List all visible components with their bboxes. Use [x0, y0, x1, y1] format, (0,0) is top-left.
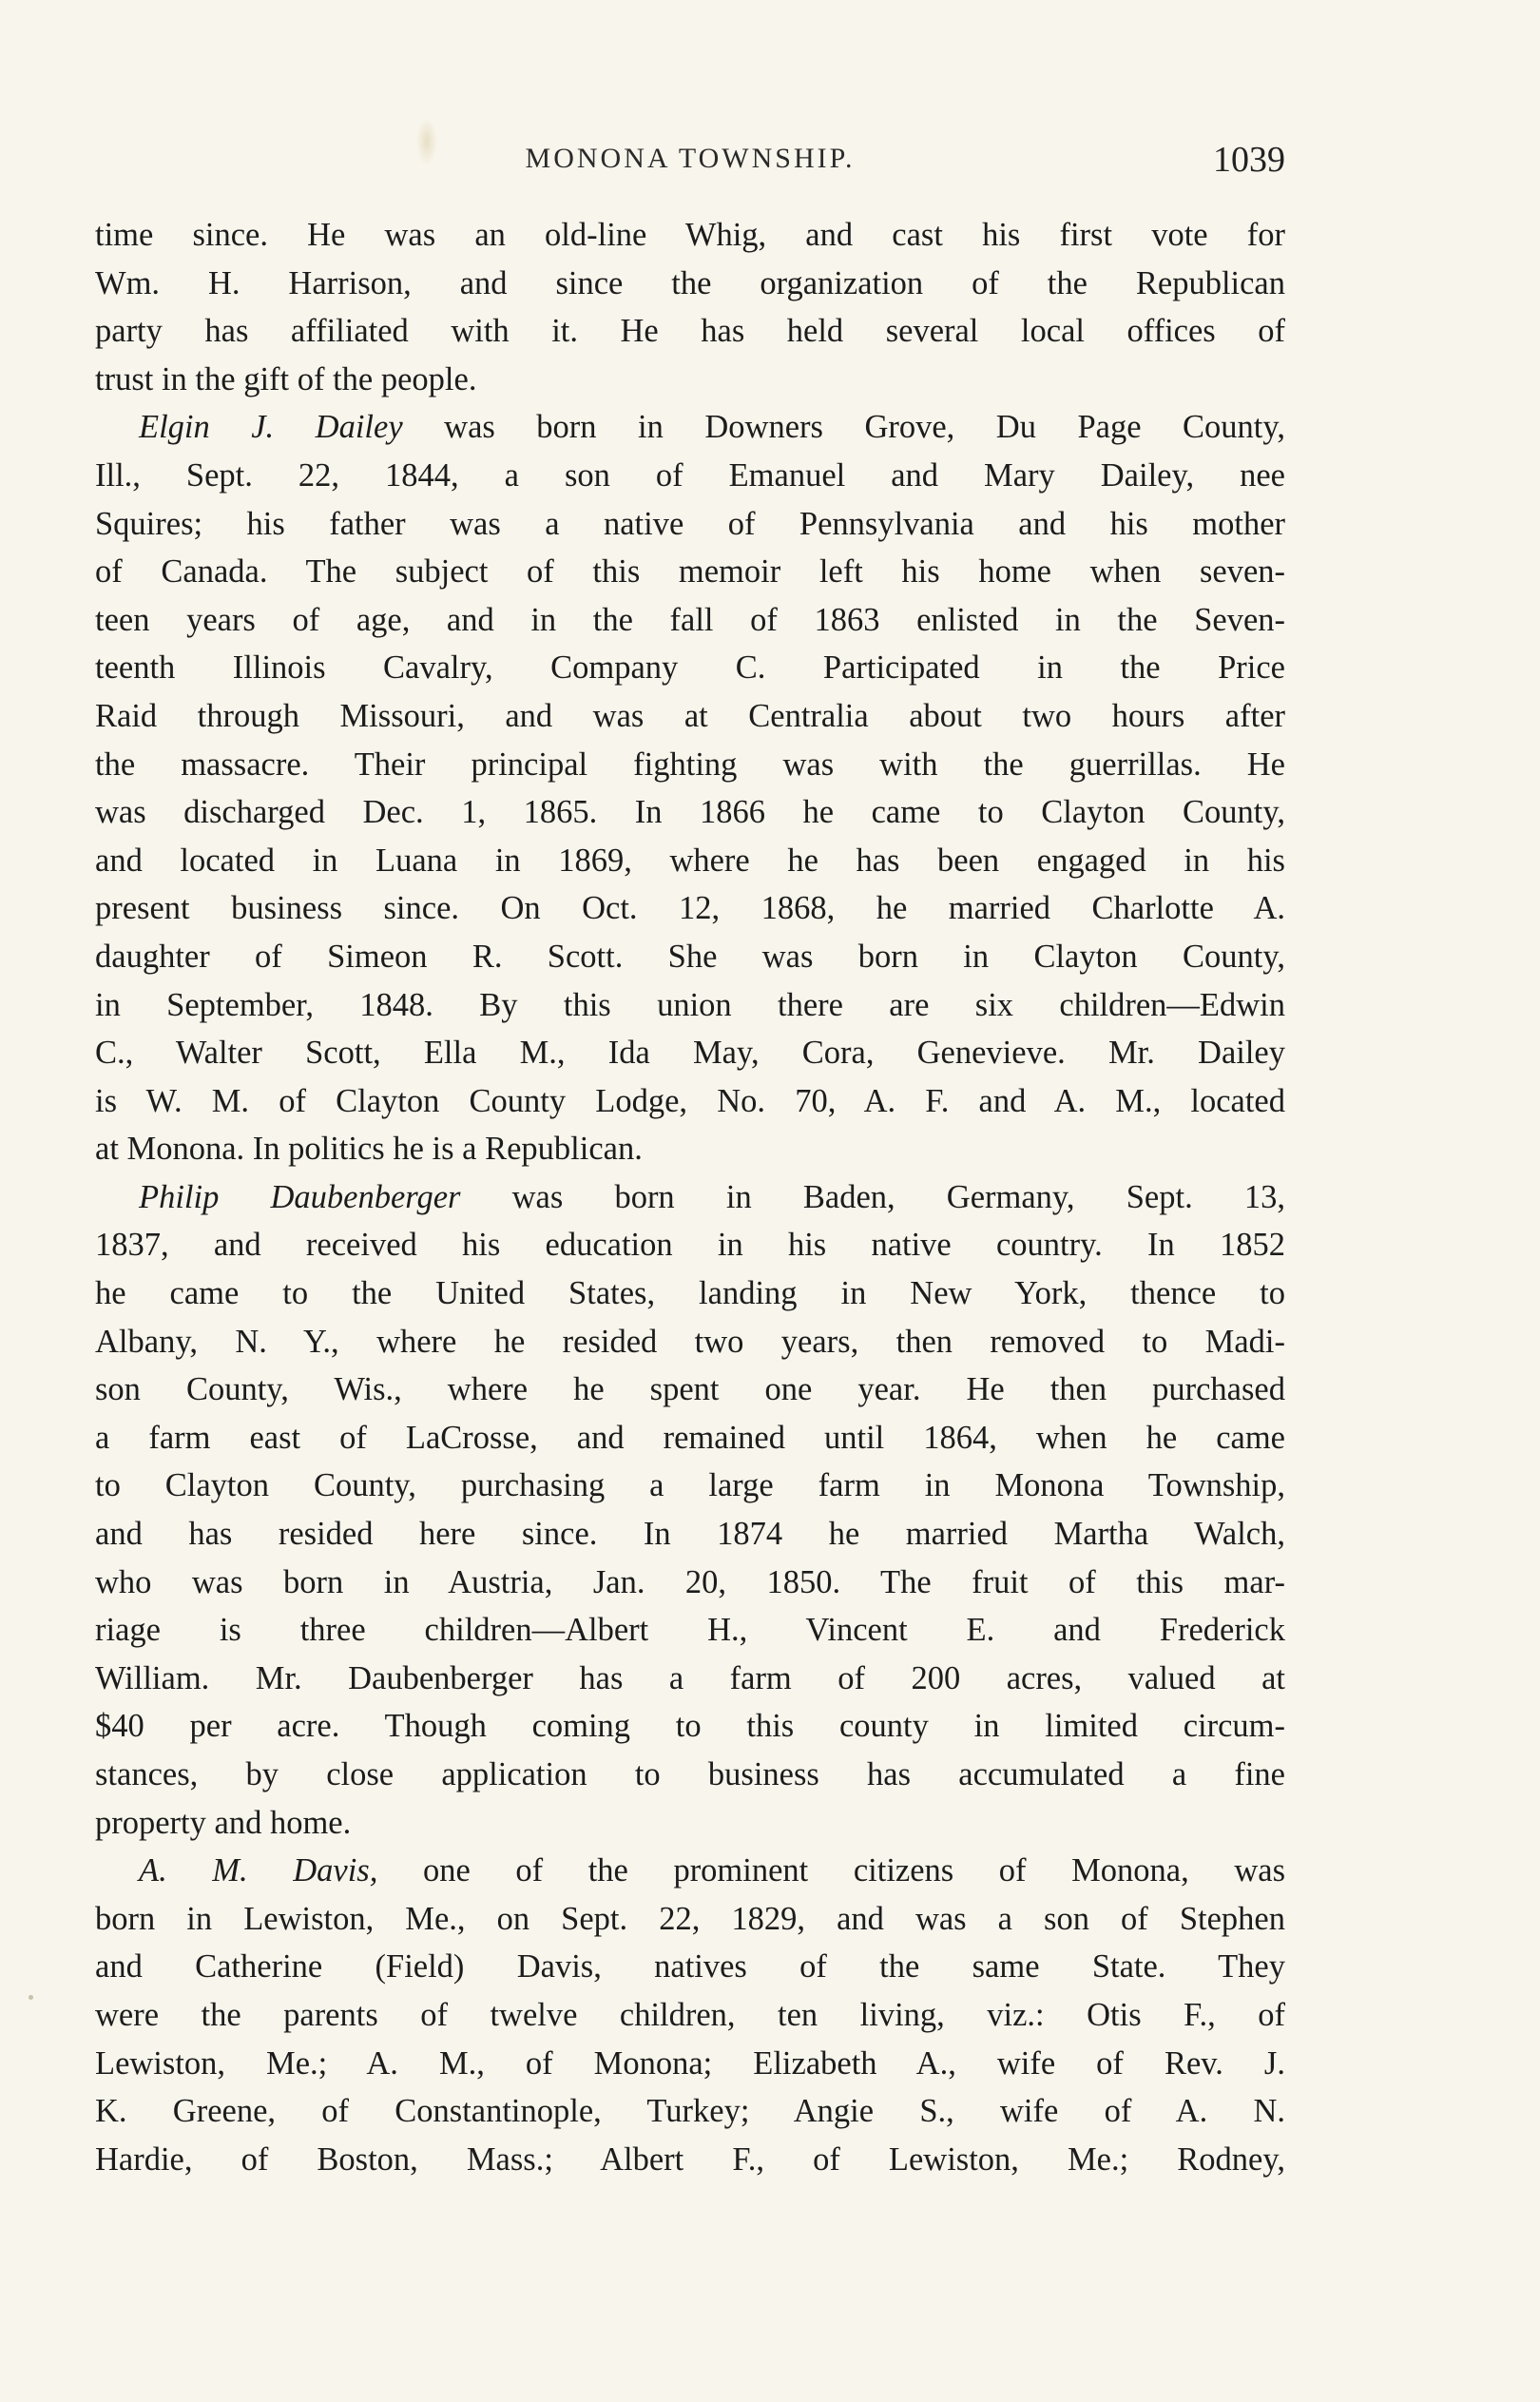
line-text: Squires; his father was a native of Pennsylvania and his mother — [95, 505, 1285, 542]
text-line — [95, 1221, 1285, 1269]
text-line — [95, 837, 1285, 885]
text-line — [95, 1751, 1285, 1799]
line-text: present business since. On Oct. 12, 1868, he married Charlotte A. — [95, 890, 1285, 927]
person-name: Elgin J. Dailey — [139, 409, 403, 446]
body-text — [95, 211, 1285, 2183]
text-line — [95, 1462, 1285, 1510]
text-line — [95, 1269, 1285, 1318]
text-line — [95, 2040, 1285, 2088]
line-text: $40 per acre. Though coming to this county in limited circum- — [95, 1708, 1285, 1745]
line-text: property and home. — [95, 1804, 352, 1841]
text-line — [95, 1655, 1285, 1703]
text-line — [95, 211, 1285, 260]
line-text: trust in the gift of the people. — [95, 360, 477, 397]
line-text: Albany, N. Y., where he resided two years, then removed to Madi- — [95, 1323, 1285, 1360]
line-text: daughter of Simeon R. Scott. She was born in Clayton County, — [95, 938, 1285, 975]
text-line — [95, 356, 1285, 404]
line-text: William. Mr. Daubenberger has a farm of 200 acres, valued at — [95, 1659, 1285, 1696]
line-text: and has resided here since. In 1874 he married Martha Walch, — [95, 1516, 1285, 1553]
line-text: Wm. H. Harrison, and since the organization of the Republican — [95, 264, 1285, 301]
line-text: and located in Luana in 1869, where he has been engaged in his — [95, 842, 1285, 879]
text-line — [95, 403, 1285, 452]
text-line — [95, 1173, 1285, 1222]
line-text: in September, 1848. By this union there are six children—Edwin — [95, 986, 1285, 1023]
text-line — [95, 981, 1285, 1030]
line-text: son County, Wis., where he spent one year. He then purchased — [95, 1371, 1285, 1408]
page-number: 1039 — [1213, 140, 1285, 180]
text-line — [95, 307, 1285, 356]
text-line — [95, 1799, 1285, 1848]
line-text: teen years of age, and in the fall of 1863 enlisted in the Seven- — [95, 601, 1285, 638]
text-line — [95, 788, 1285, 837]
line-text: Raid through Missouri, and was at Centralia about two hours after — [95, 697, 1285, 734]
text-line — [95, 1895, 1285, 1944]
line-text: party has affiliated with it. He has held several local offices of — [95, 313, 1285, 350]
text-line — [95, 1991, 1285, 2040]
line-text: riage is three children—Albert H., Vincent E. and Frederick — [95, 1612, 1285, 1649]
line-text: and Catherine (Field) Davis, natives of the same State. They — [95, 1948, 1285, 1986]
paper-speck — [29, 1995, 33, 2000]
text-line — [95, 1414, 1285, 1463]
text-line — [95, 2136, 1285, 2184]
line-text: born in Lewiston, Me., on Sept. 22, 1829, and was a son of Stephen — [95, 1900, 1285, 1937]
text-line — [95, 1029, 1285, 1077]
line-text: to Clayton County, purchasing a large farm in Monona Township, — [95, 1467, 1285, 1504]
line-text: Ill., Sept. 22, 1844, a son of Emanuel and Mary Dailey, nee — [95, 456, 1285, 494]
line-text: C., Walter Scott, Ella M., Ida May, Cora, Genevieve. Mr. Dailey — [95, 1035, 1285, 1072]
line-text: one of the prominent citizens of Monona, was — [377, 1852, 1285, 1889]
line-text: 1837, and received his education in his native country. In 1852 — [95, 1227, 1285, 1264]
text-line — [95, 1943, 1285, 1991]
line-text: who was born in Austria, Jan. 20, 1850. The fruit of this mar- — [95, 1563, 1285, 1600]
text-line — [95, 1366, 1285, 1414]
line-text: a farm east of LaCrosse, and remained until 1864, when he came — [95, 1419, 1285, 1456]
text-line — [95, 741, 1285, 789]
text-line — [95, 2087, 1285, 2136]
text-line — [95, 452, 1285, 500]
line-text: he came to the United States, landing in New York, thence to — [95, 1275, 1285, 1312]
person-name: Philip Daubenberger — [139, 1178, 461, 1215]
text-line — [95, 500, 1285, 549]
text-line — [95, 1318, 1285, 1366]
line-text: Lewiston, Me.; A. M., of Monona; Elizabeth A., wife of Rev. J. — [95, 2044, 1285, 2082]
text-line — [95, 692, 1285, 741]
line-text: teenth Illinois Cavalry, Company C. Participated in the Price — [95, 649, 1285, 687]
line-text: at Monona. In politics he is a Republican. — [95, 1131, 643, 1168]
text-line — [95, 260, 1285, 308]
line-text: is W. M. of Clayton County Lodge, No. 70, A. F. and A. M., located — [95, 1082, 1285, 1119]
line-text: was discharged Dec. 1, 1865. In 1866 he came to Clayton County, — [95, 794, 1285, 831]
line-text: the massacre. Their principal fighting was with the guerrillas. He — [95, 746, 1285, 783]
line-text: of Canada. The subject of this memoir left his home when seven- — [95, 553, 1285, 591]
line-text: was born in Downers Grove, Du Page County, — [402, 409, 1285, 446]
line-text: K. Greene, of Constantinople, Turkey; Angie S., wife of A. N. — [95, 2093, 1285, 2130]
text-line — [95, 884, 1285, 933]
text-line — [95, 1077, 1285, 1126]
text-line — [95, 596, 1285, 645]
line-text: was born in Baden, Germany, Sept. 13, — [460, 1178, 1285, 1215]
text-line — [95, 933, 1285, 981]
line-text: were the parents of twelve children, ten living, viz.: Otis F., of — [95, 1996, 1285, 2033]
header-title: MONONA TOWNSHIP. — [525, 143, 856, 174]
text-line — [95, 1606, 1285, 1655]
text-line — [95, 1510, 1285, 1559]
text-line — [95, 644, 1285, 692]
running-header — [95, 139, 1285, 186]
line-text: Hardie, of Boston, Mass.; Albert F., of Lewiston, Me.; Rodney, — [95, 2140, 1285, 2178]
line-text: time since. He was an old-line Whig, and cast his first vote for — [95, 217, 1285, 253]
text-line — [95, 1559, 1285, 1607]
text-line — [95, 1702, 1285, 1751]
text-line — [95, 1847, 1285, 1895]
line-text: stances, by close application to business has accumulated a fine — [95, 1756, 1285, 1792]
text-line — [95, 548, 1285, 596]
text-line — [95, 1125, 1285, 1173]
person-name: A. M. Davis, — [139, 1852, 378, 1889]
